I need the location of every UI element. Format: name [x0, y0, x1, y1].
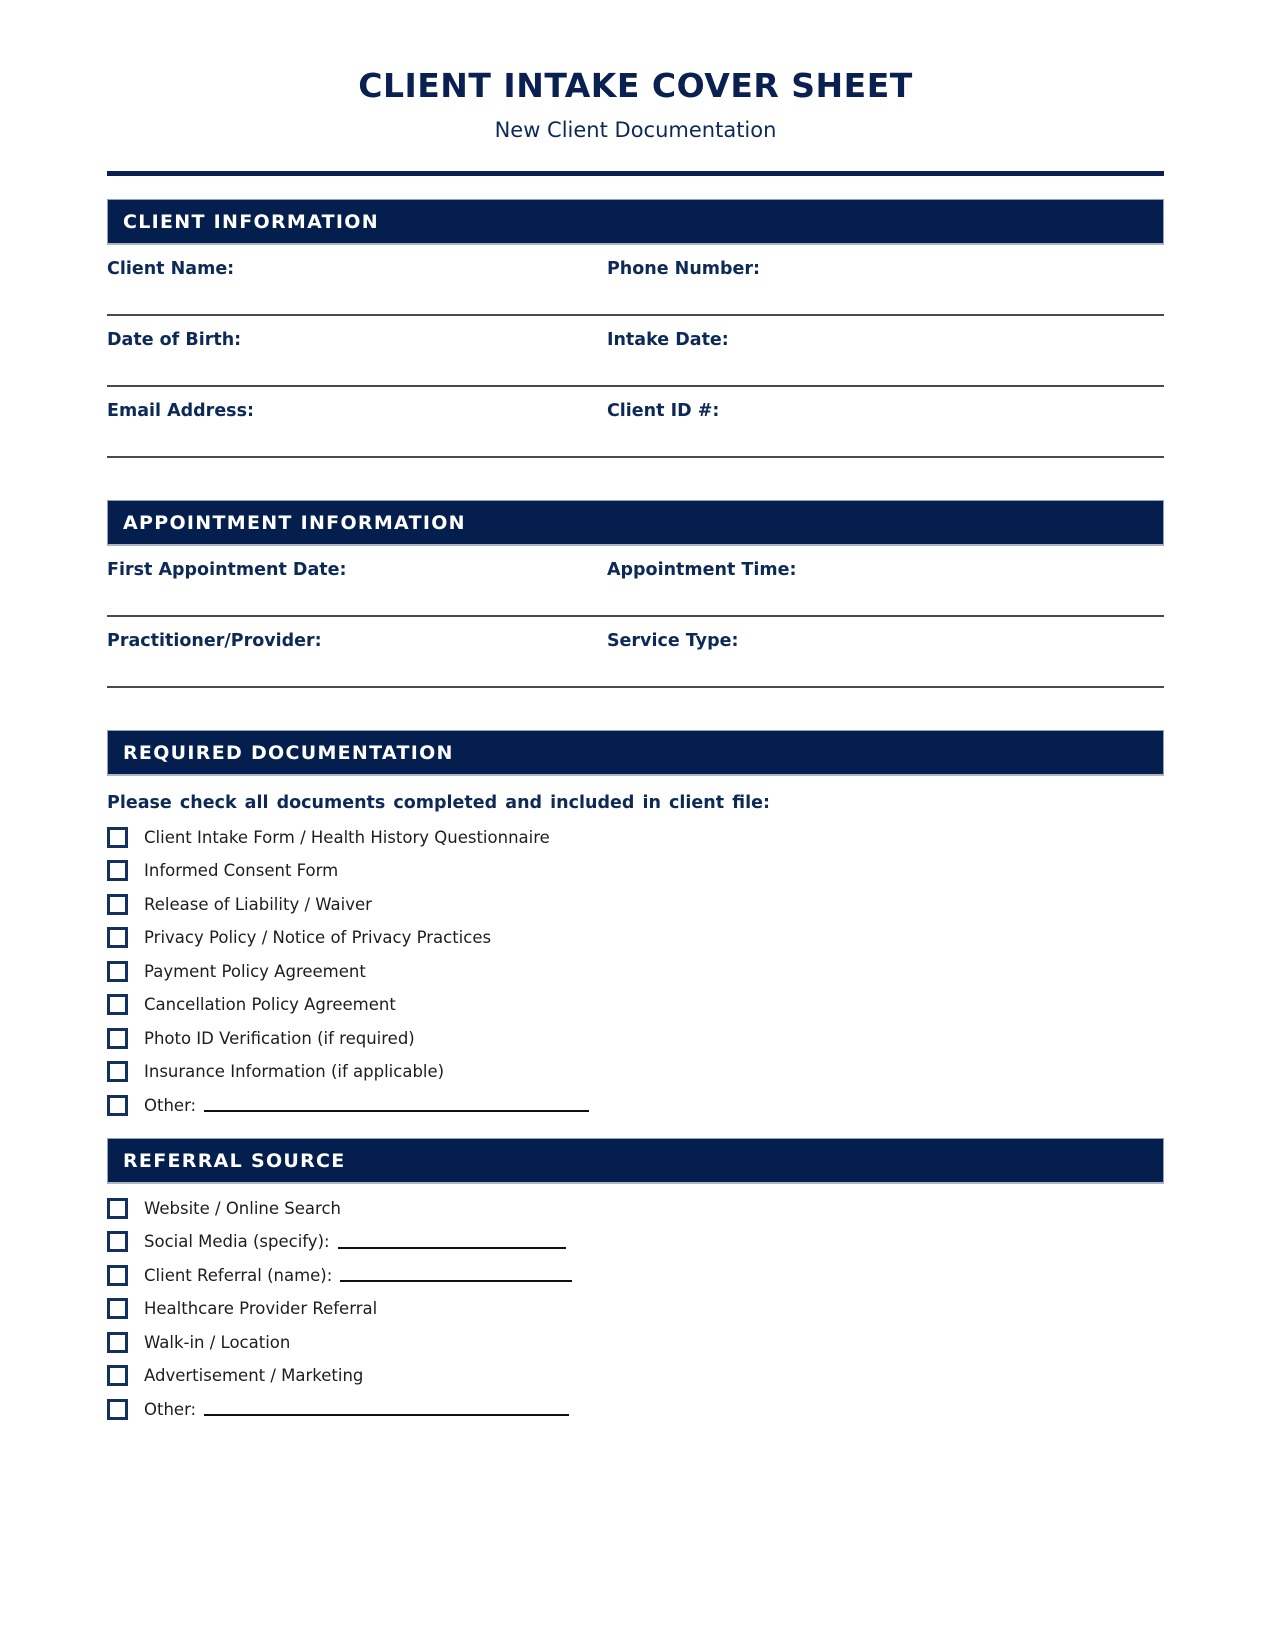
other-document-fill-in-line[interactable] [204, 1094, 589, 1112]
section-header-required-documentation: REQUIRED DOCUMENTATION [107, 730, 1164, 776]
checklist-item-informed-consent [107, 860, 1164, 882]
field-label-appointment-time: Appointment Time: [606, 560, 797, 580]
field-row-email-clientid[interactable] [107, 387, 1164, 458]
checkbox-icon[interactable] [107, 1265, 128, 1286]
checklist-instruction: Please check all documents completed and included in client file: [107, 793, 771, 813]
field-label-client-id: Client ID #: [606, 401, 720, 421]
checklist-item-label: Walk-in / Location [144, 1332, 291, 1352]
checklist-item-walk-in [107, 1331, 1164, 1353]
checklist-item-photo-id [107, 1027, 1164, 1049]
field-label-email-address: Email Address: [107, 401, 255, 421]
checklist-item-label: Informed Consent Form [144, 861, 339, 880]
field-row-appt-date-time[interactable] [107, 546, 1164, 617]
field-label-service-type: Service Type: [606, 631, 739, 651]
checkbox-icon[interactable] [107, 1198, 128, 1219]
checklist-item-label: Healthcare Provider Referral [144, 1299, 378, 1318]
checkbox-icon[interactable] [107, 1399, 128, 1420]
section-header-referral-source: REFERRAL SOURCE [107, 1138, 1164, 1184]
client-intake-cover-sheet [0, 66, 1275, 1650]
checkbox-icon[interactable] [107, 1231, 128, 1252]
checklist-item-label: Payment Policy Agreement [144, 961, 366, 981]
checkbox-icon[interactable] [107, 827, 128, 848]
section-header-appointment-information: APPOINTMENT INFORMATION [107, 500, 1164, 546]
field-row-dob-intake[interactable] [107, 316, 1164, 387]
checklist-item-website [107, 1197, 1164, 1219]
field-label-intake-date: Intake Date: [606, 330, 729, 350]
field-label-date-of-birth: Date of Birth: [107, 330, 242, 350]
checkbox-icon[interactable] [107, 1028, 128, 1049]
checklist-item-other-referral [107, 1398, 1164, 1420]
checkbox-icon[interactable] [107, 1061, 128, 1082]
checklist-item-privacy-policy [107, 927, 1164, 949]
page-title: CLIENT INTAKE COVER SHEET [358, 66, 913, 105]
referral-source-checklist [107, 1197, 1164, 1420]
field-row-provider-service[interactable] [107, 617, 1164, 688]
field-label-phone-number: Phone Number: [606, 259, 761, 279]
checklist-item-label: Release of Liability / Waiver [144, 894, 372, 914]
checklist-item-label: Privacy Policy / Notice of Privacy Practices [144, 928, 492, 947]
field-label-practitioner-provider: Practitioner/Provider: [107, 631, 322, 651]
checklist-item-payment-policy [107, 960, 1164, 982]
checklist-item-label: Other: [144, 1095, 197, 1115]
checklist-item-social-media [107, 1231, 1164, 1253]
field-label-first-appointment-date: First Appointment Date: [107, 560, 347, 580]
field-label-client-name: Client Name: [107, 259, 235, 279]
checkbox-icon[interactable] [107, 1095, 128, 1116]
title-divider [107, 171, 1164, 176]
checklist-item-client-referral [107, 1264, 1164, 1286]
checklist-item-intake-form [107, 826, 1164, 848]
checklist-item-healthcare-provider [107, 1298, 1164, 1320]
client-referral-fill-in-line[interactable] [340, 1264, 572, 1282]
checkbox-icon[interactable] [107, 961, 128, 982]
social-media-fill-in-line[interactable] [338, 1231, 566, 1249]
checkbox-icon[interactable] [107, 860, 128, 881]
section-header-client-information: CLIENT INFORMATION [107, 199, 1164, 245]
checklist-item-advertisement [107, 1365, 1164, 1387]
checklist-item-label: Insurance Information (if applicable) [144, 1062, 445, 1081]
checklist-item-label: Other: [144, 1399, 197, 1419]
checkbox-icon[interactable] [107, 1332, 128, 1353]
checklist-item-label: Website / Online Search [144, 1198, 341, 1218]
checklist-item-label: Client Referral (name): [144, 1265, 333, 1285]
checkbox-icon[interactable] [107, 927, 128, 948]
page-subtitle: New Client Documentation [494, 118, 777, 142]
checkbox-icon[interactable] [107, 894, 128, 915]
checkbox-icon[interactable] [107, 1365, 128, 1386]
required-documentation-checklist [107, 826, 1164, 1116]
checklist-item-cancellation-policy [107, 994, 1164, 1016]
checkbox-icon[interactable] [107, 1298, 128, 1319]
checklist-item-other-document [107, 1094, 1164, 1116]
checklist-item-label: Photo ID Verification (if required) [144, 1028, 415, 1048]
other-referral-fill-in-line[interactable] [204, 1398, 569, 1416]
checklist-item-label: Advertisement / Marketing [144, 1366, 364, 1385]
checklist-item-label: Cancellation Policy Agreement [144, 995, 396, 1014]
checklist-item-insurance-info [107, 1061, 1164, 1083]
checklist-item-release-liability [107, 893, 1164, 915]
field-row-name-phone[interactable] [107, 245, 1164, 316]
checklist-item-label: Social Media (specify): [144, 1232, 330, 1251]
checkbox-icon[interactable] [107, 994, 128, 1015]
checklist-item-label: Client Intake Form / Health History Questionnaire [144, 827, 550, 847]
